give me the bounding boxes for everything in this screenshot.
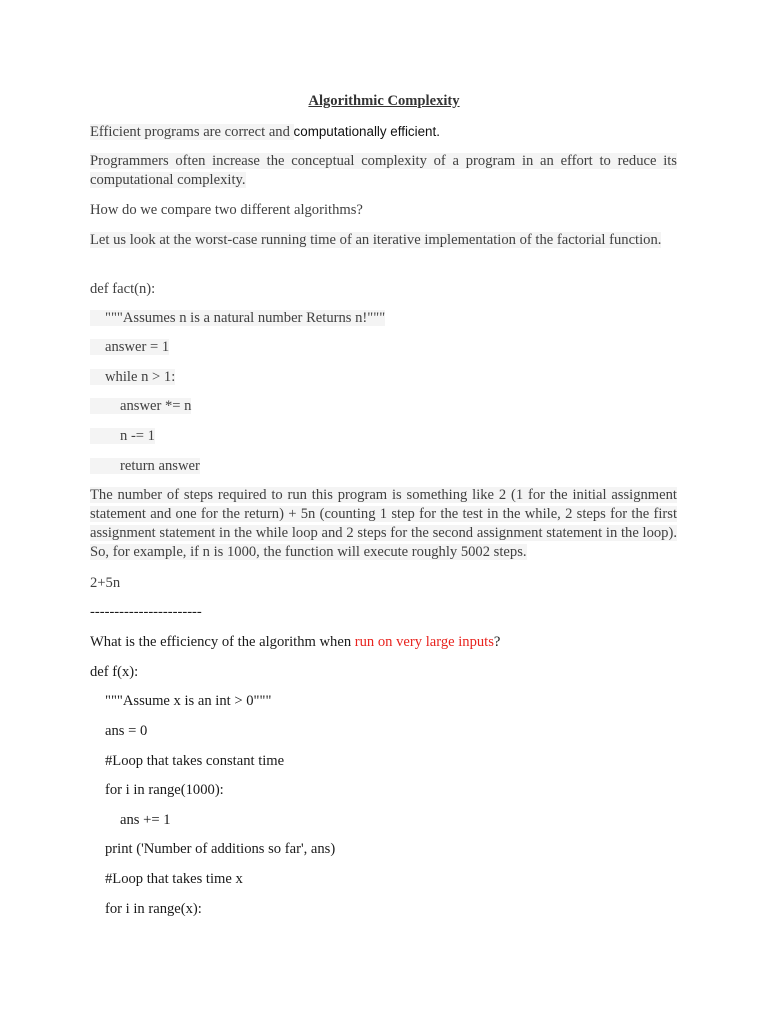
- paragraph-factorial: Let us look at the worst-case running time of an iterative implementation of the factorial function.: [90, 232, 662, 248]
- page-title: Algorithmic Complexity: [308, 93, 460, 109]
- code-line: #Loop that takes constant time: [105, 753, 285, 769]
- code-line: answer = 1: [90, 338, 677, 357]
- paragraph-question: How do we compare two different algorithms?: [90, 202, 363, 218]
- paragraph-intro: [90, 122, 677, 142]
- code-line: answer *= n: [90, 397, 677, 416]
- code-line: for i in range(x):: [105, 901, 202, 917]
- code-line: while n > 1:: [90, 368, 677, 387]
- formula: 2+5n: [90, 575, 121, 591]
- code-line: """Assumes n is a natural number Returns n!""": [90, 309, 677, 328]
- code-line: def f(x):: [90, 664, 139, 680]
- code-line: n -= 1: [90, 427, 677, 446]
- code-line: ans = 0: [105, 723, 148, 739]
- code-line: ans += 1: [120, 812, 171, 828]
- paragraph-complexity: Programmers often increase the conceptual complexity of a program in an effort to reduce its computational complexity.: [90, 153, 677, 188]
- code-line: """Assume x is an int > 0""": [105, 693, 272, 709]
- intro-emphasis: computationally efficient.: [293, 124, 440, 139]
- code-line: for i in range(1000):: [105, 782, 224, 798]
- code-line: def fact(n):: [90, 281, 156, 297]
- question-large-inputs: What is the efficiency of the algorithm when run on very large inputs?: [90, 634, 501, 650]
- code-line: print ('Number of additions so far', ans): [105, 841, 336, 857]
- paragraph-steps: The number of steps required to run this program is something like 2 (1 for the initial assignment statement and one for the return) + 5n (counting 1 step for the test in the while, 2 steps for the first assignment statement in the while loop and 2 steps for the second assignment statement in the loop). So, for example, if n is 1000, the function will execute roughly 5002 steps.: [90, 487, 677, 560]
- code-line: #Loop that takes time x: [105, 871, 243, 887]
- intro-text: Efficient programs are correct and: [90, 124, 294, 140]
- highlight-text: run on very large inputs: [354, 634, 494, 650]
- divider: -----------------------: [90, 604, 202, 620]
- code-line: return answer: [90, 457, 677, 476]
